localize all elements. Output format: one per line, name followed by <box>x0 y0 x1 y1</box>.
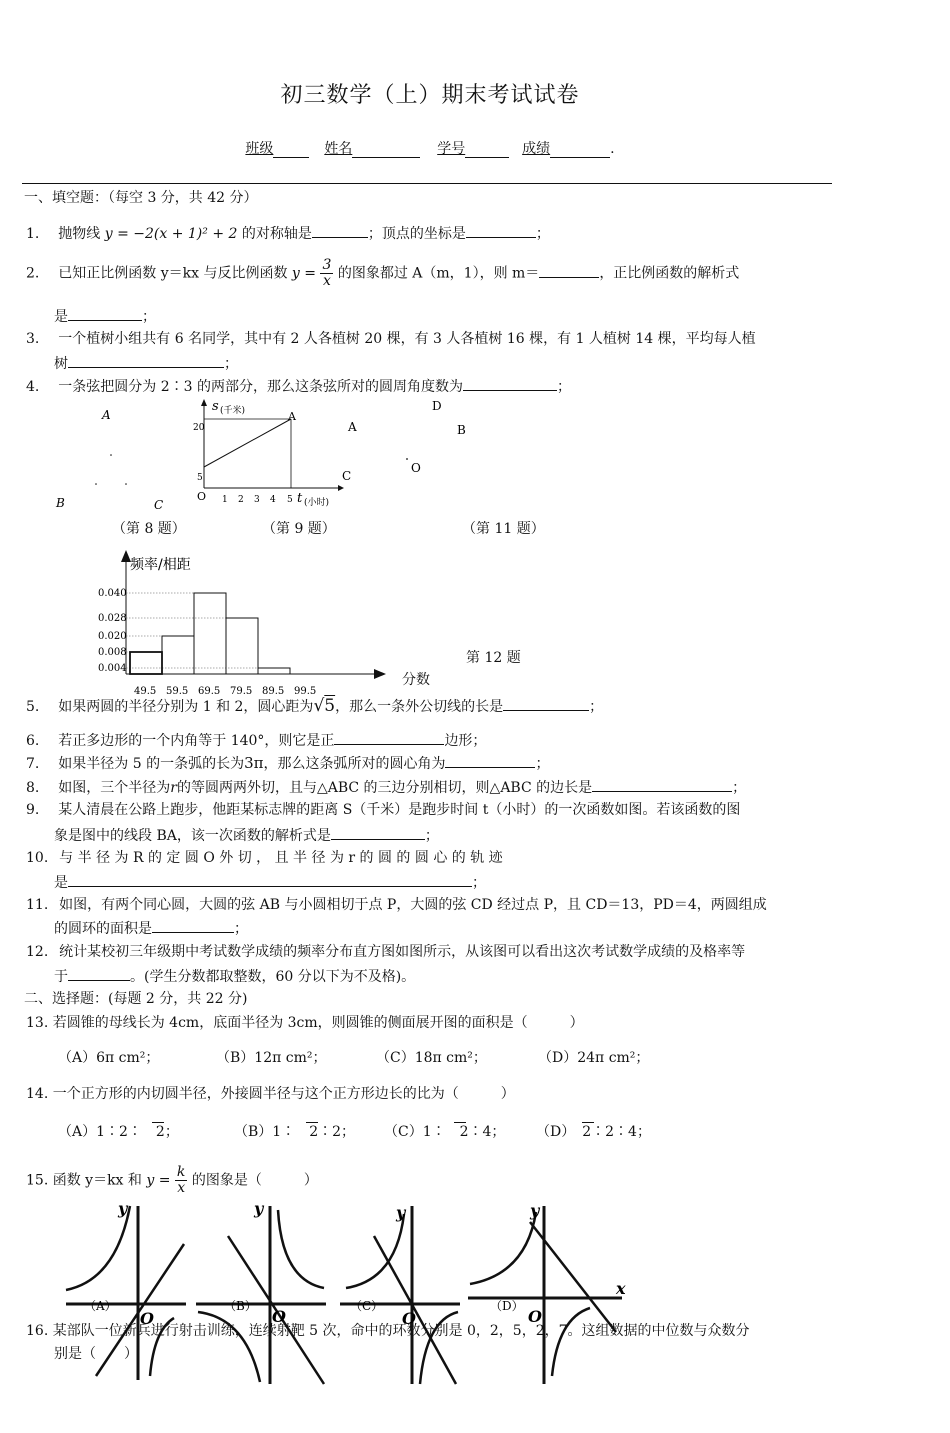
q11-text: 如图，有两个同心圆，大圆的弦 AB 与小圆相切于点 P，大圆的弦 CD 经过点 P，且 CD＝13，PD＝4，两圆组成 <box>59 897 767 913</box>
name-blank[interactable] <box>352 143 420 158</box>
hist-xtick-label: 69.5 <box>198 686 221 697</box>
q6-text-b: 边形； <box>444 733 487 749</box>
id-label: 学号 <box>437 141 466 157</box>
question-3 <box>26 329 756 349</box>
fig8-dot <box>125 483 127 485</box>
fig9-ytick-5: 5 <box>197 473 203 483</box>
question-6 <box>26 730 486 751</box>
fig9-xtick-2: 2 <box>238 495 244 505</box>
q15-graph-c[interactable] <box>340 1203 460 1384</box>
graph-b-hyperbola-upper <box>278 1210 324 1288</box>
graph-a-caption: （A） <box>84 1299 117 1313</box>
class-blank[interactable] <box>273 143 309 158</box>
q1-number: 1. <box>26 226 40 242</box>
q14-option-b[interactable]: （B）1∶ 2∶2； <box>234 1124 356 1140</box>
question-15 <box>26 1165 318 1196</box>
q5-blank[interactable] <box>503 696 589 711</box>
fig11-label-o: O <box>411 461 421 475</box>
fig8-label-b: B <box>56 496 65 510</box>
q2-line2-text: 是 <box>54 309 68 325</box>
q2-frac-num: 3 <box>322 257 332 273</box>
fig9-xtick-3: 3 <box>254 495 260 505</box>
fig9-ytick-20: 20 <box>193 423 205 433</box>
fig8-caption: （第 8 题） <box>112 521 186 537</box>
q15-fn: y = <box>146 1172 171 1189</box>
q15-fraction <box>175 1165 187 1196</box>
question-16 <box>26 1321 750 1341</box>
q9-line2-text: 象是图中的线段 BA，该一次函数的解析式是 <box>54 828 331 844</box>
id-blank[interactable] <box>465 143 509 158</box>
q5-text-a: 如果两圆的半径分别为 1 和 2，圆心距为 <box>58 699 314 715</box>
fig9-origin: O <box>197 490 207 503</box>
q14-option-a[interactable]: （A）1∶2∶ 2； <box>58 1124 179 1140</box>
graph-b-caption: （B） <box>224 1299 257 1313</box>
hist-x-arrow <box>374 669 386 679</box>
fig9-xunit: (小时) <box>304 498 330 508</box>
q1-blank-axis[interactable] <box>312 223 368 238</box>
q2-blank-m[interactable] <box>539 263 599 278</box>
q10-text: 与 半 径 为 R 的 定 圆 O 外 切 ， 且 半 径 为 r 的 圆 的 圆 心 的 轨 迹 <box>59 850 503 866</box>
q2-frac-den: x <box>322 273 331 289</box>
class-label: 班级 <box>245 141 274 157</box>
q1-end: ； <box>535 226 550 242</box>
fig9-ylabel: s <box>212 399 219 414</box>
q12-text: 统计某校初三年级期中考试数学成绩的频率分布直方图如图所示，从该图可以看出这次考试数学成绩的及格率等 <box>59 944 746 960</box>
q6-number: 6. <box>26 733 40 749</box>
question-9 <box>26 800 740 820</box>
q4-end: ； <box>556 379 571 395</box>
q2-end: ； <box>142 309 156 325</box>
graph-d-x-label: x <box>616 1279 626 1298</box>
graph-c-caption: （C） <box>350 1299 384 1313</box>
graph-c-y-label: y <box>396 1203 406 1222</box>
q5-number: 5. <box>26 699 40 715</box>
q11-blank[interactable] <box>152 918 234 933</box>
q4-text: 一条弦把圆分为 2∶3 的两部分，那么这条弦所对的圆周角度数为 <box>58 379 463 395</box>
q1-text-c: ；顶点的坐标是 <box>367 226 466 242</box>
question-5 <box>26 696 603 717</box>
figure-11 <box>330 392 490 492</box>
hist-xtick-label: 49.5 <box>134 686 157 697</box>
q15-graph-b[interactable] <box>196 1200 326 1384</box>
question-16-line2: 别是（ ） <box>54 1346 138 1362</box>
q10-blank[interactable] <box>68 872 472 887</box>
question-12-line2 <box>54 966 415 987</box>
q11-number: 11. <box>26 897 49 913</box>
header-divider <box>22 183 832 184</box>
q15-frac-den: x <box>177 1180 186 1196</box>
hist-ytick-label: 0.040 <box>98 588 127 599</box>
q3-blank[interactable] <box>68 353 224 368</box>
graph-d-hyperbola-upper <box>470 1212 536 1284</box>
graph-d-origin: O <box>528 1307 542 1326</box>
q2-number: 2. <box>26 265 40 282</box>
question-8 <box>26 777 746 798</box>
q15-text-b: 的图象是（ ） <box>191 1172 318 1189</box>
q13-number: 13. <box>26 1015 49 1031</box>
q15-number: 15. <box>26 1172 49 1189</box>
fig9-xtick-5: 5 <box>287 495 293 505</box>
fig11-label-d: D <box>432 399 442 413</box>
hist-ytick-label: 0.004 <box>98 663 127 674</box>
q8-blank[interactable] <box>592 777 732 792</box>
fig9-y-arrow <box>201 399 207 406</box>
q8-number: 8. <box>26 780 40 796</box>
hist-ytick-label: 0.028 <box>98 613 127 624</box>
q7-blank[interactable] <box>445 753 535 768</box>
hist-xtick-label: 79.5 <box>230 686 253 697</box>
q5-text-b: ，那么一条外公切线的长是 <box>335 699 504 715</box>
q9-text: 某人清晨在公路上跑步，他距某标志牌的距离 S（千米）是跑步时间 t（小时）的一次函数如图。若该函数的图 <box>58 802 741 818</box>
q13-option-b[interactable]: （B）12π cm²； <box>216 1050 327 1066</box>
fig11-label-b: B <box>457 423 466 437</box>
q2-fraction <box>320 258 333 289</box>
name-label: 姓名 <box>324 141 353 157</box>
question-3-line2 <box>54 353 238 374</box>
fig9-point-a: A <box>288 410 296 423</box>
q1-blank-vertex[interactable] <box>466 223 536 238</box>
fig11-caption: （第 11 题） <box>462 521 545 537</box>
q13-option-d[interactable]: （D）24π cm²； <box>538 1050 650 1066</box>
q10-end: ； <box>472 875 486 891</box>
hist-ytick-label: 0.020 <box>98 631 127 642</box>
q16-text: 某部队一位新兵进行射击训练，连续射靶 5 次，命中的环数分别是 0，2，5，2，7。这组数据的中位数与众数分 <box>52 1323 750 1339</box>
question-7 <box>26 753 549 774</box>
q3-end: ； <box>224 356 238 372</box>
fig9-segment-ba <box>204 419 291 467</box>
hist-bar <box>194 593 226 674</box>
q9-end: ； <box>424 828 439 844</box>
q11-end: ； <box>234 921 248 937</box>
student-info <box>0 138 860 158</box>
fig11-center-dot <box>406 458 408 460</box>
question-13 <box>26 1013 584 1033</box>
graph-a-hyperbola-upper <box>66 1206 130 1290</box>
fig8-label-a: A <box>102 408 111 422</box>
q11-line2-text: 的圆环的面积是 <box>54 921 152 937</box>
q2-text-a: 已知正比例函数 y＝kx 与反比例函数 <box>58 265 288 282</box>
q6-text-a: 若正多边形的一个内角等于 140°，则它是正 <box>58 733 335 749</box>
graph-d-y-label: y <box>530 1201 540 1220</box>
question-9-line2 <box>54 825 439 846</box>
q14-option-d[interactable]: （D） 2∶2∶4； <box>536 1124 651 1140</box>
fig11-label-c: C <box>342 469 352 483</box>
question-14 <box>26 1084 515 1104</box>
page-title: 初三数学（上）期末考试试卷 <box>280 83 580 108</box>
q12-number: 12. <box>26 944 49 960</box>
q6-blank[interactable] <box>334 730 444 745</box>
hist-bar <box>226 618 258 674</box>
question-12 <box>26 942 745 962</box>
q7-text-b: ，那么这条弧所对的圆心角为 <box>263 756 446 772</box>
q14-sqrt-bar-b <box>306 1122 318 1123</box>
q1-text-a: 抛物线 <box>58 226 101 242</box>
q7-number: 7. <box>26 756 40 772</box>
question-11-line2 <box>54 918 248 939</box>
q12-blank[interactable] <box>68 966 130 981</box>
q10-line2-text: 是 <box>54 875 68 891</box>
q8-text-b: 的等圆两两外切，且与△ABC 的三边分别相切，则△ABC 的边长是 <box>176 780 593 796</box>
q14-sqrt-bar-d <box>582 1122 594 1123</box>
question-1 <box>26 223 550 244</box>
hist-ylabel: 频率/相距 <box>130 557 191 573</box>
q14-sqrt-bar-a <box>152 1122 164 1123</box>
fig9-xtick-4: 4 <box>270 495 276 505</box>
graph-d-caption: （D） <box>490 1299 524 1313</box>
q8-text-a: 如图，三个半径为 <box>58 780 171 796</box>
graph-b-y-label: y <box>254 1200 264 1218</box>
histogram-chart <box>96 548 446 698</box>
graph-a-y-label: y <box>118 1200 128 1218</box>
q14-text: 一个正方形的内切圆半径，外接圆半径与这个正方形边长的比为（ ） <box>52 1086 515 1102</box>
q1-formula: y = −2(x + 1)² + 2 <box>104 226 238 242</box>
q5-end: ； <box>589 699 604 715</box>
question-2 <box>26 258 739 289</box>
hist-xlabel: 分数 <box>402 672 430 688</box>
hist-bar <box>258 668 290 674</box>
q4-blank[interactable] <box>463 376 557 391</box>
q14-option-c[interactable]: （C）1∶ 2∶4； <box>384 1124 506 1140</box>
q8-end: ； <box>732 780 747 796</box>
score-label: 成绩 <box>522 141 551 157</box>
q13-option-a[interactable]: （A）6π cm²； <box>58 1050 160 1066</box>
q13-option-c[interactable]: （C）18π cm²； <box>376 1050 487 1066</box>
q3-number: 3. <box>26 331 40 347</box>
q4-number: 4. <box>26 379 40 395</box>
q2-blank-expr[interactable] <box>68 306 142 321</box>
q15-frac-num: k <box>176 1164 186 1180</box>
hist-y-arrow <box>121 550 131 562</box>
q7-end: ； <box>535 756 550 772</box>
q12-line2-b: 。(学生分数都取整数，60 分以下为不及格)。 <box>130 969 416 985</box>
info-end: . <box>610 141 615 157</box>
q12-line2-a: 于 <box>54 969 68 985</box>
graph-a-origin: O <box>140 1309 154 1328</box>
q13-text: 若圆锥的母线长为 4cm，底面半径为 3cm，则圆锥的侧面展开图的面积是（ ） <box>52 1015 584 1031</box>
q15-graphs <box>56 1200 646 1390</box>
q15-text-a: 函数 y＝kx 和 <box>52 1172 142 1189</box>
hist-xtick-label: 99.5 <box>294 686 317 697</box>
q7-pi: 3π <box>244 754 264 772</box>
hist-xtick-label: 89.5 <box>262 686 285 697</box>
fig9-caption: （第 9 题） <box>262 521 336 537</box>
graph-b-origin: O <box>272 1307 286 1326</box>
q8-r: r <box>170 780 177 796</box>
section-choice-title: 二、选择题：(每题 2 分，共 22 分) <box>24 991 248 1007</box>
fig8-dot <box>95 483 97 485</box>
hist-ytick-label: 0.008 <box>98 647 127 658</box>
graph-c-origin: O <box>402 1309 416 1328</box>
q5-sqrt: √5 <box>313 696 336 716</box>
question-10-line2 <box>54 872 486 893</box>
q7-text-a: 如果半径为 5 的一条弧的长为 <box>58 756 245 772</box>
q5-sqrt-value: 5 <box>324 696 336 716</box>
fig9-yunit: (千米) <box>220 406 246 416</box>
score-blank[interactable] <box>550 143 610 158</box>
q2-fn: y = <box>291 265 317 282</box>
q3-line2-text: 树 <box>54 356 68 372</box>
fig9-xlabel: t <box>297 491 303 506</box>
question-2-line2 <box>54 306 156 327</box>
q3-text: 一个植树小组共有 6 名同学，其中有 2 人各植树 20 棵，有 3 人各植树 16 棵，有 1 人植树 14 棵，平均每人植 <box>58 331 756 347</box>
q14-sqrt-bar-c <box>454 1122 466 1123</box>
question-10 <box>26 848 503 868</box>
q15-graph-d[interactable] <box>468 1201 626 1384</box>
q10-number: 10. <box>26 850 49 866</box>
q2-text-c: ，正比例函数的解析式 <box>599 265 740 282</box>
fig9-xtick-1: 1 <box>222 495 228 505</box>
fig11-label-a: A <box>348 420 357 434</box>
q9-blank[interactable] <box>331 825 425 840</box>
fig12-caption: 第 12 题 <box>466 650 521 666</box>
figure-9 <box>186 396 346 514</box>
question-11 <box>26 895 767 915</box>
fig8-label-c: C <box>154 498 164 512</box>
hist-bar <box>130 652 162 674</box>
q14-number: 14. <box>26 1086 49 1102</box>
section-fill-in-title: 一、填空题：（每空 3 分，共 42 分） <box>24 190 258 206</box>
q1-text-b: 的对称轴是 <box>241 226 312 242</box>
fig8-dot <box>110 454 112 456</box>
graph-d-hyperbola-lower <box>552 1308 590 1376</box>
q16-number: 16. <box>26 1323 49 1339</box>
q9-number: 9. <box>26 802 40 818</box>
q2-text-b: 的图象都过 A（m，1），则 m＝ <box>337 265 540 282</box>
hist-xtick-label: 59.5 <box>166 686 189 697</box>
